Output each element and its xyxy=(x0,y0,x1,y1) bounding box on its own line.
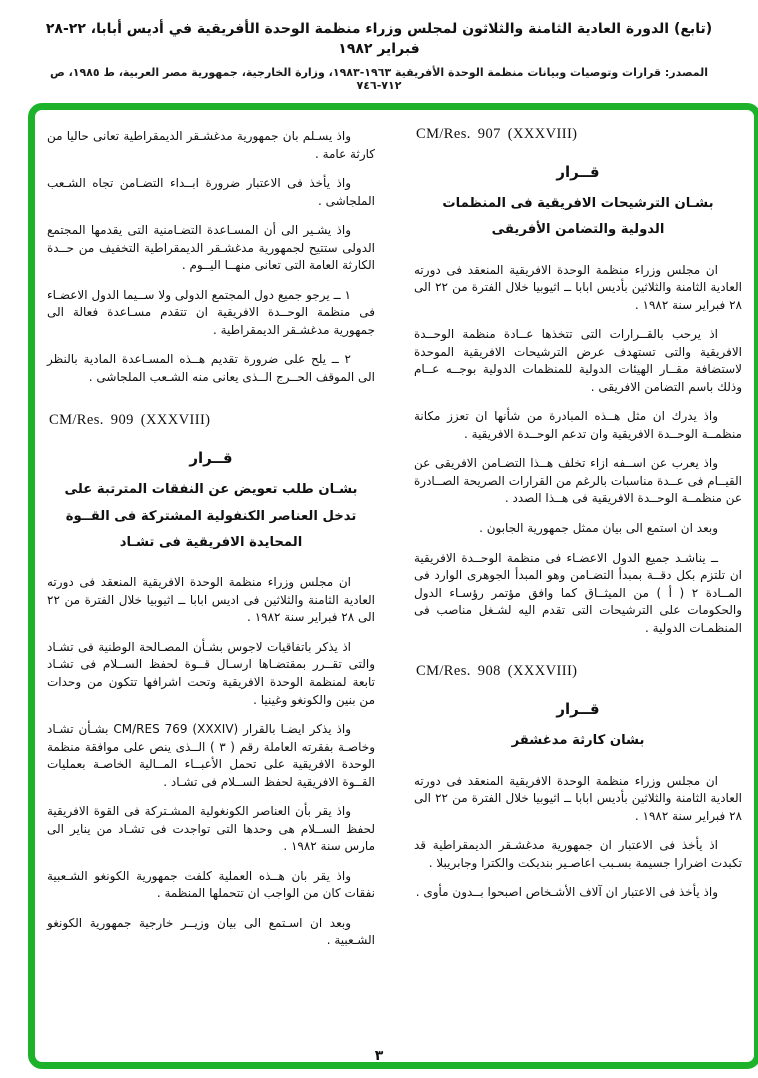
subject-line: المحايدة الافريقية فى تشـاد xyxy=(119,535,303,550)
resolution-heading-909: قــرار xyxy=(189,449,233,468)
paragraph: ١ ــ يرجو جميع دول المجتمع الدولى ولا ســيما الدول الاعضـاء فى منظمة الوحــدة الافريقية ان تتقدم مسـاعدة فعالة الى جمهورية مدغشـقر الديمقراطية . xyxy=(47,287,375,337)
paragraph: واذ يقر بان هــذه العملية كلفت جمهورية الكونغو الشـعبية نفقات كان من الواجب ان تتحملها المنظمة . xyxy=(47,868,375,901)
paragraph: ان مجلس وزراء منظمة الوحدة الافريقية المنعقد فى دورته العادية الثامنة والثلاثين بأديس ابابا ــ اثيوبيا خلال الفترة من ٢٢ الى ٢٨ فبراير سنة ١٩٨٢ . xyxy=(414,262,742,312)
paragraph: اذ يأخذ فى الاعتبار ان جمهورية مدغشـقر الديمقراطية قد تكبدت اضرارا جسيمة بسـبب اعاصـير بنديكت والكترا وجابريبلا . xyxy=(414,838,742,870)
subject-line: تدخل العناصر الكنفولية المشتركة فى القــوة xyxy=(65,508,357,524)
paragraph: واذ يأخذ فى الاعتبار ان آلاف الأشـخاص اصبحوا بــدون مأوى . xyxy=(415,885,718,900)
paragraph: ان مجلس وزراء منظمة الوحدة الافريقية المنعقد فى دورته العادية الثامنة والثلاثين فى اديس ابابا ــ اثيوبيا خلال الفترة من ٢٢ الى ٢٨ فبراير سنة ١٩٨٢ . xyxy=(47,575,375,625)
resolution-code-909: CM/Res. 909 (XXXVIII) xyxy=(49,412,211,429)
paragraph: واذ يأخذ فى الاعتبار ضرورة ابــداء التضـامن تجاه الشـعب الملجاشى . xyxy=(47,176,375,208)
subject-line: بشـان الترشيحات الافريقية فى المنظمات xyxy=(442,196,714,211)
paragraph: وبعد ان استمع الى بيان ممثل جمهورية الجابون . xyxy=(479,521,718,535)
resolution-subject-909 xyxy=(47,477,375,556)
resolution-subject-907 xyxy=(414,191,742,244)
content-frame xyxy=(28,103,758,1069)
paragraph: اذ يذكر باتفاقيات لاجوس بشـأن المصـالحة الوطنية فى تشـاد والتى تقــرر بمقتضـاها ارسـال قــوة لحفظ الســلام فى تشـاد تابعة لمنظمة الوحدة الافريقية وتحت اشرافها تتكون من وحدات من بنين والكونغو وغينيا . xyxy=(47,639,375,707)
column-right xyxy=(414,126,742,1052)
paragraph: ان مجلس وزراء منظمة الوحدة الافريقية المنعقد فى دورته العادية الثامنة والثلاثين بأديس ابابا ــ اثيوبيا خلال الفترة من ٢٢ الى ٢٨ فبراير سنة ١٩٨٢ . xyxy=(414,773,742,823)
paragraph: واذ يعرب عن اســفه ازاء تخلف هــذا التضـامن الافريقى عن القيــام فى عــدة مناسبات بالرغم من القرارات الصريحة الصــادرة عن منظمــة الوحــدة الافريقية فى هــذا الصدد . xyxy=(414,456,742,506)
resolution-heading-907: قــرار xyxy=(556,163,600,181)
header-source-line: المصدر: قرارات وتوصيات وبيانات منظمة الوحدة الأفريقية ١٩٦٣-١٩٨٣، وزارة الخارجية، جمهورية مصر العربية، ط ١٩٨٥، ص ٧١٢-٧٤٦ xyxy=(49,66,709,93)
paragraph: واذ يدرك ان مثل هــذه المبادرة من شأنها ان تعزز مكانة منظمــة الوحــدة الافريقية وان تدعم الوحــدة الافريقية . xyxy=(414,409,742,441)
header-session-title: (تابع) الدورة العادية الثامنة والثلاثون لمجلس وزراء منظمة الوحدة الأفريقية في أديس أبابا، ٢٢-٢٨ فبراير ١٩٨٢ xyxy=(45,21,713,57)
paragraph: اذ يرحب بالقــرارات التى تتخذها عــادة منظمة الوحــدة الافريقية والتى تستهدف عرض الترشيحات الافريقية الموحدة لاستضافة مقــار الهيئات الدولية للمنظمات الدولية بوجــه عــام وذلك باسم التضامن الافريقى . xyxy=(414,327,742,394)
subject-line: بشـان طلب تعويض عن النفقات المترتبة على xyxy=(64,482,358,498)
two-column-layout xyxy=(47,126,742,1052)
page-number: ٣ xyxy=(374,1048,384,1064)
column-left xyxy=(47,126,375,1052)
subject-line: الدولية والتضامن الأفريقى xyxy=(491,222,665,238)
paragraph: واذ يسـلم بان جمهورية مدغشـقر الديمقراطية تعانى حاليا من كارثة عامة . xyxy=(47,129,375,161)
paragraph: ــ يناشـد جميع الدول الاعضـاء فى منظمة الوحــدة الافريقية ان تلتزم بكل دقــة بمبدأ التضـامن وهو المبدأ الجوهرى الوارد فى المــادة ٢ ( أ ) من الميثــاق كما وافق مؤتمر رؤسـاء الدول والحكومات على الترشيحات التى تقدم اليه لشـغل مناصب فى المنظمـات الدولية . xyxy=(414,550,743,635)
resolution-code-908: CM/Res. 908 (XXXVIII) xyxy=(416,663,578,680)
paragraph: واذ يقر بأن العناصر الكونغولية المشـتركة فى القوة الافريقية لحفظ الســلام هى وحدها التى تواجدت فى تشـاد من يناير الى مارس سنة ١٩٨٢ . xyxy=(47,804,375,854)
paragraph: ٢ ــ يلح على ضرورة تقديم هــذه المسـاعدة المادية بالنظر الى الموقف الحــرج الــذى يعانى منه الشـعب الملجاشى . xyxy=(47,352,375,384)
resolution-subject-908 xyxy=(414,728,742,754)
paragraph: واذ يذكر ايضـا بالقرار CM/RES 769 (XXXIV) بشـأن تشـاد وخاصـة بفقرته العاملة رقم ( ٣ ) الــذى ينص على موافقة منظمة الوحدة الافريقية على تحمل الأعبــاء المــالية الخاصـة بعمليات القــوة الافريقية لحفظ الســلام فى تشـاد . xyxy=(47,722,375,789)
subject-line: بشان كارثة مدغشقر xyxy=(511,733,645,749)
paragraph: وبعد ان اسـتمع الى بيان وزيــر خارجية جمهورية الكونغو الشـعبية . xyxy=(47,915,375,948)
resolution-heading-908: قــرار xyxy=(556,700,600,719)
resolution-code-907: CM/Res. 907 (XXXVIII) xyxy=(416,126,578,142)
page-header xyxy=(30,20,728,92)
paragraph: واذ يشـير الى أن المسـاعدة التضـامنية التى يقدمها المجتمع الدولى ستتيح لجمهورية مدغشـقر الديمقراطية التخفيف من حــدة الكارثة العامة التى تعانى منهــا اليــوم . xyxy=(47,223,375,273)
